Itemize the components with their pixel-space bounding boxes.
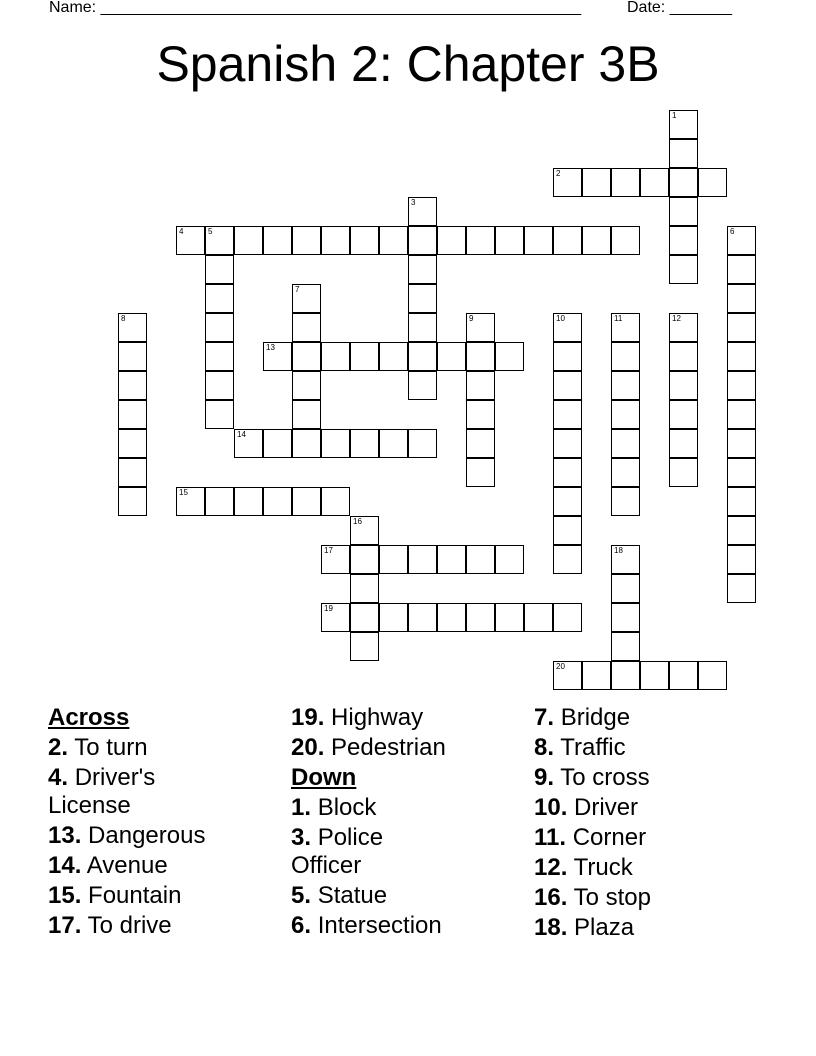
clue-number: 7.: [534, 704, 555, 731]
grid-cell[interactable]: [727, 516, 756, 545]
grid-cell[interactable]: [669, 458, 698, 487]
grid-cell[interactable]: [669, 255, 698, 284]
clue-item: [534, 823, 774, 853]
grid-cell[interactable]: [205, 255, 234, 284]
date-line: Date: _______: [627, 0, 732, 16]
clue-column-2: [291, 703, 531, 941]
clue-number: 5.: [291, 882, 312, 909]
grid-cell[interactable]: [553, 429, 582, 458]
clue-number: 3.: [291, 824, 312, 851]
cell-number: 13: [266, 343, 275, 352]
grid-cell[interactable]: [321, 429, 350, 458]
grid-cell[interactable]: [205, 371, 234, 400]
clue-number: 12.: [534, 854, 568, 881]
grid-cell[interactable]: [292, 226, 321, 255]
cell-number: 5: [208, 227, 213, 236]
grid-cell[interactable]: [611, 342, 640, 371]
clue-number: 8.: [534, 734, 555, 761]
grid-cell[interactable]: [611, 458, 640, 487]
clue-item: [534, 883, 774, 913]
cell-number: 8: [121, 314, 126, 323]
clue-number: 10.: [534, 794, 568, 821]
grid-cell[interactable]: [495, 226, 524, 255]
grid-cell[interactable]: [408, 429, 437, 458]
cell-number: 1: [672, 111, 677, 120]
grid-cell[interactable]: [495, 545, 524, 574]
grid-cell[interactable]: [524, 226, 553, 255]
grid-cell[interactable]: [379, 226, 408, 255]
grid-cell[interactable]: [582, 168, 611, 197]
clue-text: Pedestrian: [331, 734, 446, 761]
grid-cell[interactable]: [640, 168, 669, 197]
grid-cell[interactable]: [118, 458, 147, 487]
clue-number: 9.: [534, 764, 555, 791]
grid-cell[interactable]: [466, 342, 495, 371]
grid-cell[interactable]: [292, 400, 321, 429]
cell-number: 11: [614, 314, 623, 323]
grid-cell[interactable]: [669, 371, 698, 400]
grid-cell[interactable]: [727, 487, 756, 516]
grid-cell[interactable]: [263, 487, 292, 516]
grid-cell[interactable]: [321, 487, 350, 516]
cell-number: 14: [237, 430, 246, 439]
clue-number: 17.: [48, 912, 82, 939]
grid-cell[interactable]: [611, 487, 640, 516]
grid-cell[interactable]: [321, 545, 350, 574]
clue-number: 11.: [534, 824, 567, 851]
grid-cell[interactable]: [292, 342, 321, 371]
grid-cell[interactable]: [205, 342, 234, 371]
grid-cell[interactable]: [350, 545, 379, 574]
clue-number: 18.: [534, 914, 568, 941]
grid-cell[interactable]: [408, 255, 437, 284]
grid-cell[interactable]: [553, 400, 582, 429]
grid-cell[interactable]: [669, 168, 698, 197]
grid-cell[interactable]: [118, 487, 147, 516]
clue-number: 16.: [534, 884, 568, 911]
grid-cell[interactable]: [437, 545, 466, 574]
grid-cell[interactable]: [408, 226, 437, 255]
grid-cell[interactable]: [611, 313, 640, 342]
cell-number: 7: [295, 285, 300, 294]
grid-cell[interactable]: [553, 603, 582, 632]
grid-cell[interactable]: [437, 603, 466, 632]
grid-cell[interactable]: [524, 603, 553, 632]
grid-cell[interactable]: [669, 661, 698, 690]
grid-cell[interactable]: [640, 661, 669, 690]
section-heading: Across: [48, 704, 130, 731]
cell-number: 19: [324, 604, 333, 613]
grid-cell[interactable]: [205, 313, 234, 342]
clue-item: [534, 733, 774, 763]
grid-cell[interactable]: [698, 168, 727, 197]
grid-cell[interactable]: [205, 487, 234, 516]
clue-text: Driver's: [74, 764, 156, 791]
clue-column-3: [534, 703, 774, 943]
clue-number: 19.: [291, 704, 325, 731]
grid-cell[interactable]: [408, 545, 437, 574]
grid-cell[interactable]: [292, 313, 321, 342]
grid-cell[interactable]: [669, 197, 698, 226]
grid-cell[interactable]: [292, 284, 321, 313]
clue-item: [48, 733, 288, 763]
grid-cell[interactable]: [727, 545, 756, 574]
grid-cell[interactable]: [176, 226, 205, 255]
grid-cell[interactable]: [408, 284, 437, 313]
clue-text: To turn: [74, 734, 148, 761]
grid-cell[interactable]: [466, 603, 495, 632]
grid-cell[interactable]: [292, 429, 321, 458]
grid-cell[interactable]: [611, 429, 640, 458]
grid-cell[interactable]: [350, 429, 379, 458]
grid-cell[interactable]: [321, 342, 350, 371]
grid-cell[interactable]: [669, 226, 698, 255]
grid-cell[interactable]: [466, 226, 495, 255]
grid-cell[interactable]: [553, 487, 582, 516]
clue-number: 15.: [48, 882, 82, 909]
clue-number: 6.: [291, 912, 312, 939]
clue-item: [48, 763, 288, 793]
grid-cell[interactable]: [437, 226, 466, 255]
grid-cell[interactable]: [553, 313, 582, 342]
cell-number: 9: [469, 314, 474, 323]
clue-item: [291, 881, 531, 911]
clue-text: Intersection: [317, 912, 442, 939]
grid-cell[interactable]: [466, 371, 495, 400]
grid-cell[interactable]: [727, 458, 756, 487]
clue-item: [48, 821, 288, 851]
grid-cell[interactable]: [350, 603, 379, 632]
clue-item: [291, 911, 531, 941]
grid-cell[interactable]: [350, 226, 379, 255]
grid-cell[interactable]: [727, 313, 756, 342]
cell-number: 17: [324, 546, 333, 555]
cell-number: 16: [353, 517, 362, 526]
grid-cell[interactable]: [553, 516, 582, 545]
cell-number: 18: [614, 546, 623, 555]
clue-text-continued: Officer: [291, 852, 362, 879]
cell-number: 20: [556, 662, 565, 671]
grid-cell[interactable]: [553, 545, 582, 574]
cell-number: 10: [556, 314, 565, 323]
grid-cell[interactable]: [205, 284, 234, 313]
cell-number: 15: [179, 488, 188, 497]
clue-text: Avenue: [86, 852, 168, 879]
grid-cell[interactable]: [118, 371, 147, 400]
grid-cell[interactable]: [408, 371, 437, 400]
cell-number: 3: [411, 198, 416, 207]
grid-cell[interactable]: [669, 313, 698, 342]
clue-item: [534, 913, 774, 943]
clue-text: To drive: [87, 912, 172, 939]
grid-cell[interactable]: [437, 342, 466, 371]
clue-number: 20.: [291, 734, 325, 761]
clue-text: Fountain: [88, 882, 182, 909]
clue-item: [48, 881, 288, 911]
grid-cell[interactable]: [408, 313, 437, 342]
clue-item: [291, 823, 531, 853]
grid-cell[interactable]: [350, 342, 379, 371]
grid-cell[interactable]: [466, 400, 495, 429]
clue-item: [534, 853, 774, 883]
grid-cell[interactable]: [669, 400, 698, 429]
clue-text: Bridge: [560, 704, 631, 731]
clue-text-continued: License: [48, 792, 131, 819]
grid-cell[interactable]: [350, 516, 379, 545]
grid-cell[interactable]: [205, 400, 234, 429]
grid-cell[interactable]: [727, 226, 756, 255]
clue-item: [291, 793, 531, 823]
clue-item: [48, 851, 288, 881]
name-line: Name: ______________________________________________________: [49, 0, 582, 16]
cell-number: 2: [556, 169, 561, 178]
grid-cell[interactable]: [466, 313, 495, 342]
clue-column-1: [48, 703, 288, 941]
grid-cell[interactable]: [727, 574, 756, 603]
clue-item: [534, 703, 774, 733]
grid-cell[interactable]: [379, 545, 408, 574]
clue-text: To cross: [560, 764, 650, 791]
grid-cell[interactable]: [321, 226, 350, 255]
grid-cell[interactable]: [669, 110, 698, 139]
grid-cell[interactable]: [292, 487, 321, 516]
grid-cell[interactable]: [495, 342, 524, 371]
clue-text: Plaza: [574, 914, 635, 941]
grid-cell[interactable]: [350, 632, 379, 661]
grid-cell[interactable]: [321, 603, 350, 632]
grid-cell[interactable]: [495, 603, 524, 632]
grid-cell[interactable]: [176, 487, 205, 516]
grid-cell[interactable]: [408, 342, 437, 371]
clue-item: [48, 911, 288, 941]
grid-cell[interactable]: [727, 429, 756, 458]
grid-cell[interactable]: [234, 226, 263, 255]
clue-item: [291, 733, 531, 763]
grid-cell[interactable]: [669, 342, 698, 371]
grid-cell[interactable]: [234, 429, 263, 458]
grid-cell[interactable]: [263, 429, 292, 458]
grid-cell[interactable]: [582, 661, 611, 690]
grid-cell[interactable]: [118, 313, 147, 342]
grid-cell[interactable]: [234, 487, 263, 516]
grid-cell[interactable]: [118, 429, 147, 458]
grid-cell[interactable]: [466, 545, 495, 574]
clue-text: Police: [317, 824, 384, 851]
clue-text: Highway: [331, 704, 424, 731]
clue-text: Truck: [573, 854, 633, 881]
grid-cell[interactable]: [611, 661, 640, 690]
cell-number: 12: [672, 314, 681, 323]
grid-cell[interactable]: [118, 342, 147, 371]
grid-cell[interactable]: [553, 371, 582, 400]
grid-cell[interactable]: [727, 342, 756, 371]
grid-cell[interactable]: [611, 168, 640, 197]
grid-cell[interactable]: [408, 197, 437, 226]
page-title: Spanish 2: Chapter 3B: [156, 36, 660, 92]
grid-cell[interactable]: [611, 632, 640, 661]
clue-text: Traffic: [560, 734, 626, 761]
clue-item: [291, 703, 531, 733]
grid-cell[interactable]: [553, 342, 582, 371]
grid-cell[interactable]: [379, 342, 408, 371]
clue-text: Corner: [572, 824, 647, 851]
clue-number: 14.: [48, 852, 82, 879]
clue-text: Driver: [574, 794, 639, 821]
grid-cell[interactable]: [669, 429, 698, 458]
grid-cell[interactable]: [466, 429, 495, 458]
grid-cell[interactable]: [611, 400, 640, 429]
grid-cell[interactable]: [727, 255, 756, 284]
clue-item: [534, 763, 774, 793]
clue-item: [534, 793, 774, 823]
clue-text: To stop: [573, 884, 651, 911]
cell-number: 4: [179, 227, 184, 236]
grid-cell[interactable]: [611, 545, 640, 574]
grid-cell[interactable]: [698, 661, 727, 690]
grid-cell[interactable]: [379, 603, 408, 632]
clue-text: Block: [317, 794, 377, 821]
clue-number: 4.: [48, 764, 69, 791]
section-heading: Down: [291, 764, 357, 791]
grid-cell[interactable]: [466, 458, 495, 487]
grid-cell[interactable]: [611, 371, 640, 400]
grid-cell[interactable]: [263, 342, 292, 371]
grid-cell[interactable]: [205, 226, 234, 255]
cell-number: 6: [730, 227, 735, 236]
grid-cell[interactable]: [118, 400, 147, 429]
grid-cell[interactable]: [727, 400, 756, 429]
grid-cell[interactable]: [611, 574, 640, 603]
grid-cell[interactable]: [553, 226, 582, 255]
grid-cell[interactable]: [582, 226, 611, 255]
grid-cell[interactable]: [553, 168, 582, 197]
grid-cell[interactable]: [292, 371, 321, 400]
clue-number: 2.: [48, 734, 69, 761]
grid-cell[interactable]: [611, 603, 640, 632]
grid-cell[interactable]: [408, 603, 437, 632]
clue-number: 13.: [48, 822, 82, 849]
grid-cell[interactable]: [553, 458, 582, 487]
grid-cell[interactable]: [263, 226, 292, 255]
grid-cell[interactable]: [611, 226, 640, 255]
grid-cell[interactable]: [727, 284, 756, 313]
clue-text: Statue: [317, 882, 388, 909]
grid-cell[interactable]: [727, 371, 756, 400]
grid-cell[interactable]: [379, 429, 408, 458]
grid-cell[interactable]: [350, 574, 379, 603]
clue-number: 1.: [291, 794, 312, 821]
grid-cell[interactable]: [669, 139, 698, 168]
grid-cell[interactable]: [553, 661, 582, 690]
clue-text: Dangerous: [88, 822, 206, 849]
